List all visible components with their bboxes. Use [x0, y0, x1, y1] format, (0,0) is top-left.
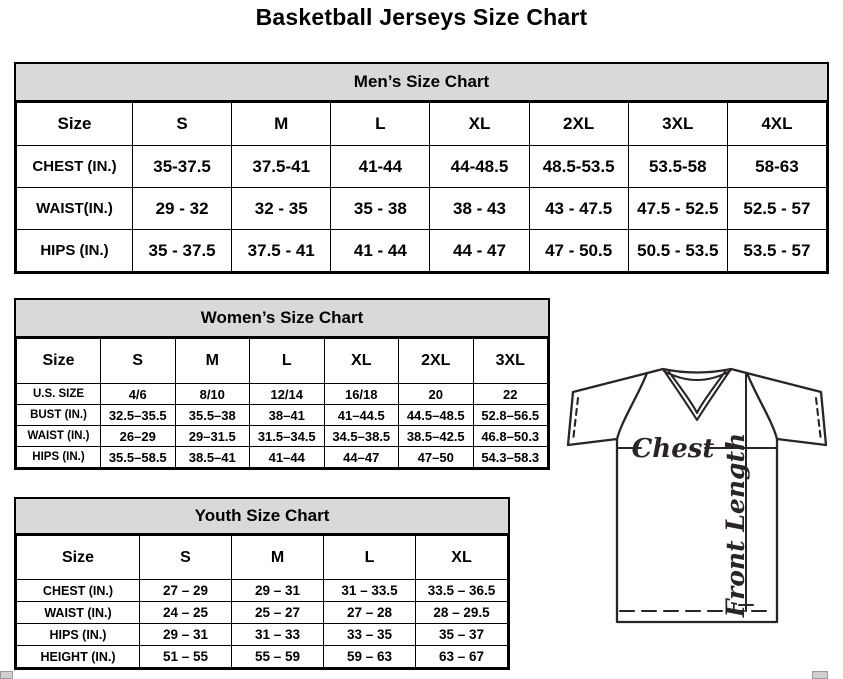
- size-value: 35.5–38: [175, 405, 250, 426]
- size-value: 35 - 37.5: [133, 230, 232, 272]
- column-header: 2XL: [529, 103, 628, 146]
- table-row: [17, 602, 508, 624]
- table-title: Women’s Size Chart: [16, 300, 548, 338]
- size-value: 20: [399, 384, 474, 405]
- size-value: 35.5–58.5: [101, 447, 176, 468]
- row-label: CHEST (IN.): [17, 146, 133, 188]
- front-length-label: Front Length: [721, 432, 750, 618]
- header-row: [17, 103, 827, 146]
- size-value: 53.5-58: [628, 146, 727, 188]
- size-value: 27 – 28: [324, 602, 416, 624]
- size-value: 43 - 47.5: [529, 188, 628, 230]
- size-value: 38–41: [250, 405, 325, 426]
- row-label: U.S. SIZE: [17, 384, 101, 405]
- table-row: [17, 384, 548, 405]
- mens-size-chart-table: [14, 62, 829, 274]
- size-value: 31.5–34.5: [250, 426, 325, 447]
- corner-artifact-left: [0, 671, 13, 679]
- size-value: 59 – 63: [324, 646, 416, 668]
- size-value: 38.5–41: [175, 447, 250, 468]
- vneck-collar: [663, 369, 731, 420]
- size-value: 55 – 59: [232, 646, 324, 668]
- size-value: 33 – 35: [324, 624, 416, 646]
- size-value: 28 – 29.5: [416, 602, 508, 624]
- size-value: 53.5 - 57: [727, 230, 826, 272]
- size-value: 12/14: [250, 384, 325, 405]
- table-title: Youth Size Chart: [16, 499, 508, 535]
- size-value: 37.5-41: [232, 146, 331, 188]
- size-value: 52.8–56.5: [473, 405, 548, 426]
- size-value: 44-48.5: [430, 146, 529, 188]
- size-value: 29–31.5: [175, 426, 250, 447]
- cuff-stitch-right: [816, 398, 821, 441]
- row-label: WAIST (IN.): [17, 426, 101, 447]
- column-header: M: [232, 536, 324, 580]
- size-value: 32 - 35: [232, 188, 331, 230]
- size-value: 27 – 29: [140, 580, 232, 602]
- column-header: 2XL: [399, 339, 474, 384]
- size-value: 46.8–50.3: [473, 426, 548, 447]
- size-value: 26–29: [101, 426, 176, 447]
- column-header: Size: [17, 339, 101, 384]
- row-label: CHEST (IN.): [17, 580, 140, 602]
- column-header: S: [133, 103, 232, 146]
- size-value: 52.5 - 57: [727, 188, 826, 230]
- row-label: HIPS (IN.): [17, 447, 101, 468]
- size-value: 41-44: [331, 146, 430, 188]
- youth-size-chart-table: [14, 497, 510, 670]
- column-header: XL: [416, 536, 508, 580]
- size-value: 4/6: [101, 384, 176, 405]
- size-value: 51 – 55: [140, 646, 232, 668]
- size-value: 44.5–48.5: [399, 405, 474, 426]
- column-header: S: [140, 536, 232, 580]
- size-value: 44 - 47: [430, 230, 529, 272]
- size-value: 25 – 27: [232, 602, 324, 624]
- size-value: 44–47: [324, 447, 399, 468]
- size-value: 35 – 37: [416, 624, 508, 646]
- column-header: 3XL: [628, 103, 727, 146]
- cuff-stitch-left: [573, 398, 578, 441]
- page-title: Basketball Jerseys Size Chart: [255, 4, 588, 30]
- column-header: L: [324, 536, 416, 580]
- size-value: 38 - 43: [430, 188, 529, 230]
- size-table: [16, 102, 827, 272]
- column-header: 4XL: [727, 103, 826, 146]
- column-header: 3XL: [473, 339, 548, 384]
- row-label: BUST (IN.): [17, 405, 101, 426]
- table-row: [17, 230, 827, 272]
- size-value: 29 – 31: [232, 580, 324, 602]
- size-value: 35 - 38: [331, 188, 430, 230]
- table-row: [17, 624, 508, 646]
- size-value: 32.5–35.5: [101, 405, 176, 426]
- size-value: 41–44.5: [324, 405, 399, 426]
- column-header: L: [250, 339, 325, 384]
- table-row: [17, 405, 548, 426]
- size-value: 31 – 33.5: [324, 580, 416, 602]
- table-row: [17, 580, 508, 602]
- size-value: 54.3–58.3: [473, 447, 548, 468]
- size-value: 24 – 25: [140, 602, 232, 624]
- size-value: 16/18: [324, 384, 399, 405]
- size-table: [16, 338, 548, 468]
- column-header: XL: [430, 103, 529, 146]
- row-label: HIPS (IN.): [17, 624, 140, 646]
- row-label: WAIST(IN.): [17, 188, 133, 230]
- size-value: 22: [473, 384, 548, 405]
- column-header: Size: [17, 536, 140, 580]
- column-header: XL: [324, 339, 399, 384]
- table-row: [17, 146, 827, 188]
- table-title: Men’s Size Chart: [16, 64, 827, 102]
- size-value: 34.5–38.5: [324, 426, 399, 447]
- header-row: [17, 339, 548, 384]
- table-row: [17, 426, 548, 447]
- row-label: HIPS (IN.): [17, 230, 133, 272]
- table-row: [17, 447, 548, 468]
- size-value: 8/10: [175, 384, 250, 405]
- womens-size-chart-table: [14, 298, 550, 470]
- table-row: [17, 188, 827, 230]
- row-label: WAIST (IN.): [17, 602, 140, 624]
- column-header: L: [331, 103, 430, 146]
- corner-artifact-right: [812, 671, 828, 679]
- column-header: M: [232, 103, 331, 146]
- size-value: 29 - 32: [133, 188, 232, 230]
- size-value: 29 – 31: [140, 624, 232, 646]
- size-value: 58-63: [727, 146, 826, 188]
- sleeve-seam-left-line: [617, 373, 647, 439]
- size-value: 41 - 44: [331, 230, 430, 272]
- size-value: 35-37.5: [133, 146, 232, 188]
- column-header: M: [175, 339, 250, 384]
- column-header: S: [101, 339, 176, 384]
- size-value: 37.5 - 41: [232, 230, 331, 272]
- jersey-outline: [568, 369, 826, 622]
- chest-label: Chest: [631, 434, 715, 464]
- size-value: 33.5 – 36.5: [416, 580, 508, 602]
- size-value: 50.5 - 53.5: [628, 230, 727, 272]
- size-value: 41–44: [250, 447, 325, 468]
- size-value: 38.5–42.5: [399, 426, 474, 447]
- size-value: 31 – 33: [232, 624, 324, 646]
- header-row: [17, 536, 508, 580]
- size-value: 47 - 50.5: [529, 230, 628, 272]
- size-value: 48.5-53.5: [529, 146, 628, 188]
- size-value: 47–50: [399, 447, 474, 468]
- size-value: 47.5 - 52.5: [628, 188, 727, 230]
- sleeve-seam-right-line: [747, 373, 777, 439]
- table-row: [17, 646, 508, 668]
- jersey-diagram: [552, 362, 842, 627]
- size-value: 63 – 67: [416, 646, 508, 668]
- size-table: [16, 535, 508, 668]
- column-header: Size: [17, 103, 133, 146]
- row-label: HEIGHT (IN.): [17, 646, 140, 668]
